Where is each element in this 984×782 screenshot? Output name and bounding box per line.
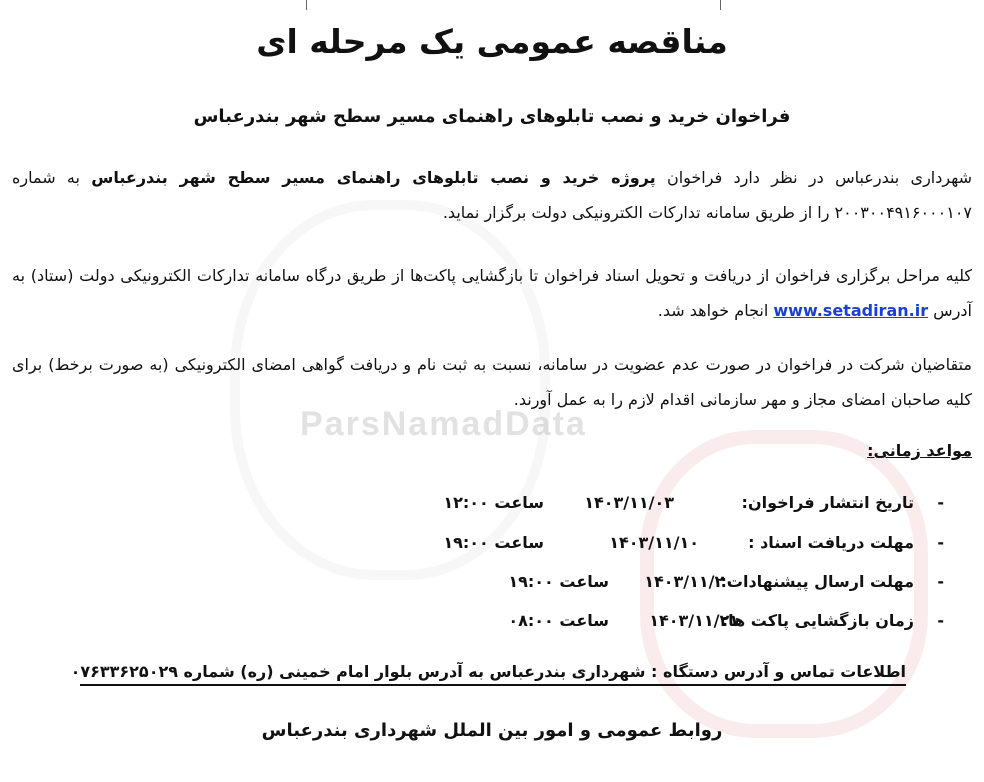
bullet: -: [937, 572, 944, 591]
schedule-label: زمان بازگشایی پاکت ها:: [721, 611, 914, 630]
contact-info: اطلاعات تماس و آدرس دستگاه : شهرداری بندرعباس به آدرس بلوار امام خمینی (ره) شماره ۰۷۶۳۳۶۲۵۰۲۹: [80, 662, 906, 686]
top-edge-mark: [690, 0, 721, 10]
top-edge-mark: [276, 0, 307, 10]
footer-signature: روابط عمومی و امور بین الملل شهرداری بندرعباس: [261, 720, 723, 741]
bullet: -: [937, 611, 944, 630]
schedule-label: مهلت دریافت اسناد :: [748, 533, 914, 552]
bullet: -: [937, 493, 944, 512]
schedule-row: [44, 533, 944, 563]
intro-prefix: شهرداری بندرعباس در نظر دارد فراخوان: [666, 168, 972, 187]
process-prefix: کلیه مراحل برگزاری فراخوان از دریافت و تحویل اسناد فراخوان تا بازگشایی پاکت‌ها از طریق درگاه سامانه تدارکات الکترونیکی دولت (ستاد) به آدرس: [12, 266, 972, 320]
intro-project-name: پروژه خرید و نصب تابلوهای راهنمای مسیر سطح شهر بندرعباس: [91, 168, 656, 187]
schedule-row: [44, 493, 944, 523]
schedule-row: [44, 611, 944, 641]
schedule-time: ساعت ۰۸:۰۰: [508, 611, 609, 630]
schedule-row: [44, 572, 944, 602]
paragraph-applicants: متقاضیان شرکت در فراخوان در صورت عدم عضویت در سامانه، نسبت به ثبت نام و دریافت گواهی امضای الکترونیکی (به صورت برخط) برای کلیه صاحبان امضای مجاز و مهر سازمانی اقدام لازم را به عمل آورند.: [12, 355, 972, 409]
schedule-label: تاریخ انتشار فراخوان:: [741, 493, 914, 512]
bullet: -: [937, 533, 944, 552]
paragraph-intro: [12, 160, 972, 230]
watermark-text: ParsNamadData: [300, 405, 587, 443]
schedule-date: ۱۴۰۳/۱۱/۲۱: [649, 611, 739, 630]
schedule-heading: مواعد زمانی:: [867, 441, 972, 460]
schedule-date: ۱۴۰۳/۱۱/۲۰: [644, 572, 734, 591]
schedule-label: مهلت ارسال پیشنهادات:: [720, 572, 914, 591]
page-subtitle: فراخوان خرید و نصب تابلوهای راهنمای مسیر سطح شهر بندرعباس: [193, 106, 791, 127]
schedule-time: ساعت ۱۹:۰۰: [443, 533, 544, 552]
setad-link[interactable]: www.setadiran.ir: [773, 301, 929, 320]
paragraph-process: [12, 258, 972, 328]
schedule-date: ۱۴۰۳/۱۱/۱۰: [609, 533, 699, 552]
page-title: مناقصه عمومی یک مرحله ای: [256, 22, 728, 61]
schedule-date: ۱۴۰۳/۱۱/۰۳: [584, 493, 674, 512]
process-suffix: انجام خواهد شد.: [657, 301, 769, 320]
schedule-time: ساعت ۱۹:۰۰: [508, 572, 609, 591]
schedule-time: ساعت ۱۲:۰۰: [443, 493, 544, 512]
intro-suffix: به شماره ۲۰۰۳۰۰۴۹۱۶۰۰۰۱۰۷ را از طریق سامانه تدارکات الکترونیکی دولت برگزار نماید.: [12, 168, 972, 222]
